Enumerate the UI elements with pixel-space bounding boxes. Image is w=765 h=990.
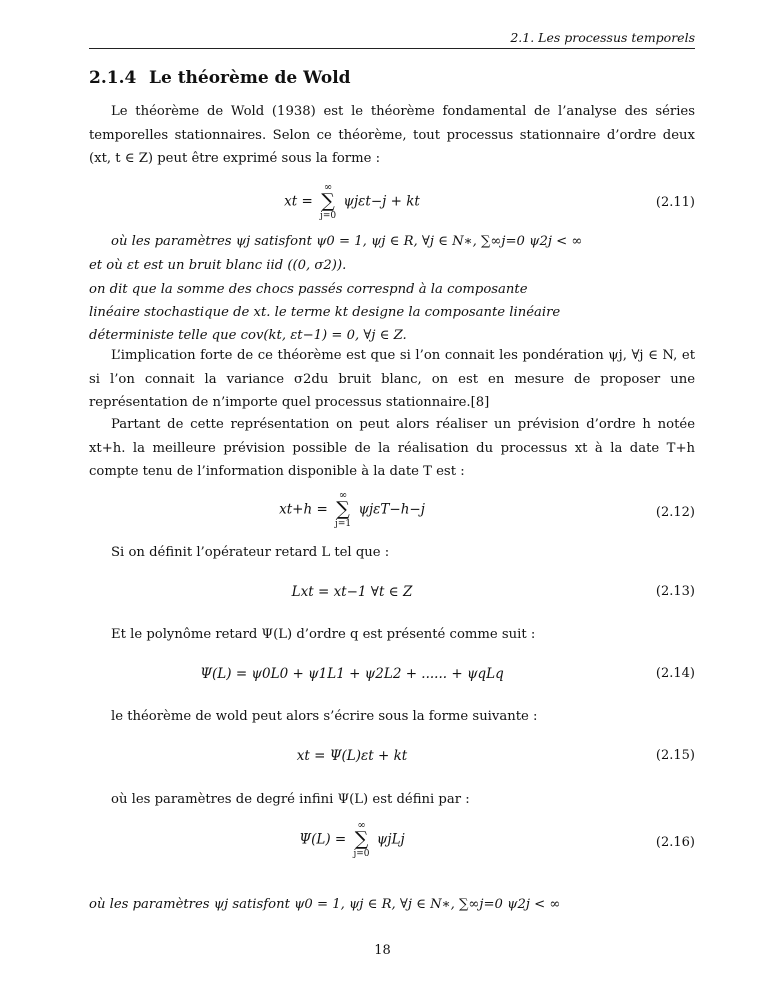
paragraph-conditions-line-4: linéaire stochastique de xt. le terme kt designe la composante linéaire bbox=[89, 305, 561, 320]
equation-rhs: ψjLj bbox=[376, 831, 405, 848]
paragraph-lag-operator: Si on définit l’opérateur retard L tel que : bbox=[111, 545, 390, 560]
paragraph-conditions-line-5: déterministe telle que cov(kt, εt−1) = 0, ∀j ∈ Z. bbox=[89, 328, 407, 343]
paragraph-implication: L’implication forte de ce théorème est que si l’on connait les pondération ψj, ∀j ∈ N, et si l’on connait la variance σ2du bruit blanc, on est en mesure de proposer une représentation de n’importe quel processus stationnaire.[8] bbox=[89, 348, 695, 410]
paragraph-conditions-line-3: on dit que la somme des chocs passés correspnd à la composante bbox=[89, 282, 528, 297]
equation-rhs: ψjεt−j + kt bbox=[343, 193, 420, 210]
summation-symbol: ∞ ∑ j=0 bbox=[353, 820, 370, 859]
equation-tag: (2.14) bbox=[655, 666, 695, 681]
header-rule bbox=[89, 48, 695, 49]
equation-2-16 bbox=[89, 820, 695, 866]
summation-symbol: ∞ ∑ j=0 bbox=[320, 182, 337, 221]
equation-tag: (2.13) bbox=[655, 584, 695, 599]
equation-2-12 bbox=[89, 490, 695, 536]
equation-2-11 bbox=[89, 180, 695, 226]
paragraph-final-conditions: où les paramètres ψj satisfont ψ0 = 1, ψj ∈ R, ∀j ∈ N∗, ∑∞j=0 ψ2j < ∞ bbox=[89, 897, 561, 912]
paragraph-lag-polynomial: Et le polynôme retard Ψ(L) d’ordre q est présenté comme suit : bbox=[111, 627, 536, 642]
equation-tag: (2.16) bbox=[655, 835, 695, 850]
running-header: 2.1. Les processus temporels bbox=[510, 30, 695, 45]
paragraph-infinite-degree: où les paramètres de degré infini Ψ(L) est défini par : bbox=[111, 792, 470, 807]
paragraph-intro: Le théorème de Wold (1938) est le théorème fondamental de l’analyse des séries temporelles stationnaires. Selon ce théorème, tout processus stationnaire d’ordre deux (xt, t ∈ Z) peut être exprimé sous la forme : bbox=[89, 104, 695, 166]
equation-rhs: ψjεT−h−j bbox=[358, 501, 425, 518]
paragraph-conditions-line-1: où les paramètres ψj satisfont ψ0 = 1, ψj ∈ R, ∀j ∈ N∗, ∑∞j=0 ψ2j < ∞ bbox=[111, 234, 583, 249]
paragraph-conditions-line-2: et où εt est un bruit blanc iid ((0, σ2)). bbox=[89, 258, 347, 273]
equation-body: Lxt = xt−1 ∀t ∈ Z bbox=[291, 584, 413, 600]
section-heading bbox=[89, 68, 351, 88]
equation-lhs: Ψ(L) = bbox=[299, 831, 347, 848]
equation-body: Ψ(L) = ψ0L0 + ψ1L1 + ψ2L2 + ...... + ψqLq bbox=[200, 666, 504, 682]
equation-tag: (2.11) bbox=[655, 195, 695, 210]
equation-body: xt = Ψ(L)εt + kt bbox=[296, 748, 408, 764]
section-title: Le théorème de Wold bbox=[149, 68, 351, 88]
paragraph-forecast: Partant de cette représentation on peut alors réaliser un prévision d’ordre h notée xt+h. la meilleure prévision possible de la réalisation du processus xt à la date T+h compte tenu de l’information disponible à la date T est : bbox=[89, 417, 695, 479]
equation-lhs: xt = bbox=[284, 193, 313, 210]
summation-symbol: ∞ ∑ j=1 bbox=[335, 490, 352, 529]
equation-tag: (2.15) bbox=[655, 748, 695, 763]
paragraph-wold-form: le théorème de wold peut alors s’écrire sous la forme suivante : bbox=[111, 709, 538, 724]
equation-tag: (2.12) bbox=[655, 505, 695, 520]
section-number: 2.1.4 bbox=[89, 68, 137, 88]
equation-lhs: xt+h = bbox=[279, 501, 328, 518]
page-number: 18 bbox=[374, 943, 391, 958]
